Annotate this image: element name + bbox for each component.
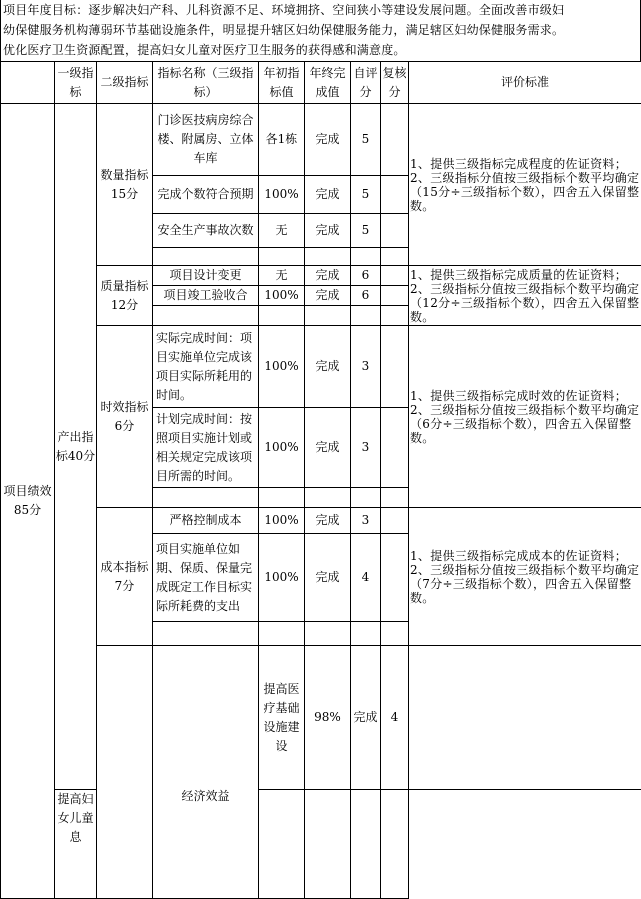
header-self-score: 自评分 <box>351 62 381 104</box>
header-final-value: 年终完成值 <box>305 62 351 104</box>
self-score: 3 <box>351 326 381 408</box>
quality-indicator-cell: 质量指标12分 <box>97 266 153 326</box>
economic-indicator-cell: 经济效益 <box>153 646 259 899</box>
final-value: 完成 <box>305 266 351 286</box>
review-score <box>381 508 409 534</box>
final-value: 完成 <box>305 326 351 408</box>
quality-criteria: 1、提供三级指标完成质量的佐证资料； 2、三级指标分值按三级指标个数平均确定（12分÷三级指标个数），四舍五入保留整数。 <box>409 266 641 326</box>
header-criteria: 评价标准 <box>409 62 641 104</box>
header-level2: 二级指标 <box>97 62 153 104</box>
review-score <box>381 266 409 286</box>
final-value: 完成 <box>305 508 351 534</box>
indicator-name: 提高妇女儿童息 <box>55 790 97 899</box>
initial-value: 100% <box>259 176 305 214</box>
self-score: 3 <box>351 508 381 534</box>
indicator-name: 计划完成时间：按照项目实施计划或相关规定完成该项目所需的时间。 <box>153 408 259 488</box>
goal-line: 幼保健服务机构薄弱环节基础设施条件，明显提升辖区妇幼保健服务能力，满足辖区妇幼保健服务需求。 <box>3 20 638 40</box>
initial-value: 100% <box>259 408 305 488</box>
final-value: 完成 <box>305 286 351 306</box>
table-row <box>1 326 641 408</box>
header-indicator-name: 指标名称（三级指标） <box>153 62 259 104</box>
review-score <box>381 534 409 622</box>
review-score <box>381 408 409 488</box>
review-score <box>381 214 409 248</box>
table-row <box>1 646 641 790</box>
benefit-indicator-cell <box>97 646 153 899</box>
indicator-name: 严格控制成本 <box>153 508 259 534</box>
indicator-name: 门诊医技病房综合楼、附属房、立体车库 <box>153 104 259 176</box>
header-level1: 一级指标 <box>55 62 97 104</box>
self-score: 3 <box>351 408 381 488</box>
self-score: 4 <box>351 534 381 622</box>
table-row <box>1 104 641 176</box>
review-score <box>381 326 409 408</box>
initial-value: 无 <box>259 214 305 248</box>
indicator-name: 项目设计变更 <box>153 266 259 286</box>
final-value: 完成 <box>305 408 351 488</box>
timeliness-criteria: 1、提供三级指标完成时效的佐证资料； 2、三级指标分值按三级指标个数平均确定（6分÷三级指标个数），四舍五入保留整数。 <box>409 326 641 508</box>
initial-value: 100% <box>259 508 305 534</box>
quantity-criteria: 1、提供三级指标完成程度的佐证资料； 2、三级指标分值按三级指标个数平均确定（15分÷三级指标个数），四舍五入保留整数。 <box>409 104 641 266</box>
table-row <box>1 266 641 286</box>
self-score: 5 <box>351 214 381 248</box>
performance-table <box>0 61 641 899</box>
indicator-name: 完成个数符合预期 <box>153 176 259 214</box>
initial-value: 98% <box>305 646 351 790</box>
review-score <box>381 176 409 214</box>
initial-value: 100% <box>259 534 305 622</box>
cost-indicator-cell: 成本指标7分 <box>97 508 153 646</box>
indicator-name: 提高医疗基础设施建设 <box>259 646 305 790</box>
initial-value: 100% <box>259 326 305 408</box>
table-row <box>1 508 641 534</box>
output-indicator-cell: 产出指标40分 <box>55 104 97 790</box>
header-initial-value: 年初指标值 <box>259 62 305 104</box>
initial-value: 100% <box>259 286 305 306</box>
indicator-name: 项目实施单位如期、保质、保量完成既定工作目标实际所耗费的支出 <box>153 534 259 622</box>
review-score <box>409 646 641 790</box>
self-score: 5 <box>351 104 381 176</box>
quantity-indicator-cell: 数量指标15分 <box>97 104 153 266</box>
goal-line: 项目年度目标：逐步解决妇产科、儿科资源不足、环境拥挤、空间狭小等建设发展问题。全面改善市级妇 <box>3 0 638 20</box>
indicator-name: 安全生产事故次数 <box>153 214 259 248</box>
final-value: 完成 <box>305 214 351 248</box>
final-value: 完成 <box>351 646 381 790</box>
review-score <box>381 286 409 306</box>
header-row <box>1 62 641 104</box>
self-score: 5 <box>351 176 381 214</box>
cost-criteria: 1、提供三级指标完成成本的佐证资料； 2、三级指标分值按三级指标个数平均确定（7分÷三级指标个数），四舍五入保留整数。 <box>409 508 641 646</box>
initial-value: 无 <box>259 266 305 286</box>
timeliness-indicator-cell: 时效指标6分 <box>97 326 153 508</box>
final-value: 完成 <box>305 534 351 622</box>
self-score: 6 <box>351 286 381 306</box>
review-score <box>381 104 409 176</box>
goal-line: 优化医疗卫生资源配置，提高妇女儿童对医疗卫生服务的获得感和满意度。 <box>3 40 638 60</box>
project-goal-text <box>0 0 641 61</box>
self-score: 6 <box>351 266 381 286</box>
header-blank <box>1 62 55 104</box>
header-review-score: 复核分 <box>381 62 409 104</box>
indicator-name: 项目竣工验收合 <box>153 286 259 306</box>
final-value: 完成 <box>305 104 351 176</box>
final-value: 完成 <box>305 176 351 214</box>
initial-value: 各1栋 <box>259 104 305 176</box>
self-score: 4 <box>381 646 409 790</box>
project-performance-cell: 项目绩效85分 <box>1 104 55 899</box>
indicator-name: 实际完成时间：项目实施单位完成该项目实际所耗用的时间。 <box>153 326 259 408</box>
